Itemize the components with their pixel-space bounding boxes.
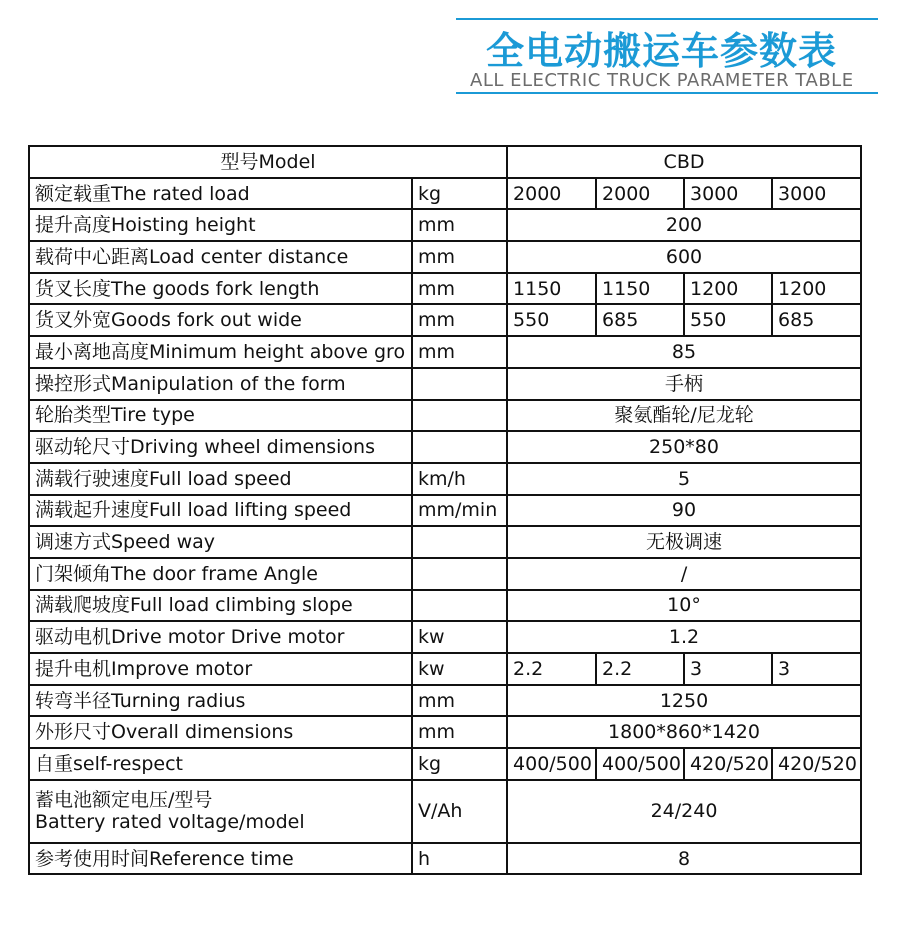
- row-value: 1800*860*1420: [507, 716, 861, 748]
- row-value: 85: [507, 336, 861, 368]
- row-unit: mm/min: [412, 495, 507, 527]
- row-label: 货叉长度The goods fork length: [29, 273, 412, 305]
- row-value: 90: [507, 495, 861, 527]
- table-row: [29, 273, 861, 305]
- page-subtitle: ALL ELECTRIC TRUCK PARAMETER TABLE: [470, 70, 854, 91]
- row-unit: mm: [412, 209, 507, 241]
- row-unit: mm: [412, 241, 507, 273]
- table-row-model: [29, 146, 861, 178]
- row-value: 3: [684, 653, 772, 685]
- row-value: 420/520: [772, 748, 861, 780]
- row-value: 420/520: [684, 748, 772, 780]
- row-value: 685: [772, 304, 861, 336]
- row-value: 400/500: [507, 748, 596, 780]
- row-value: 8: [507, 843, 861, 875]
- row-value: 无极调速: [507, 526, 861, 558]
- row-label: 参考使用时间Reference time: [29, 843, 412, 875]
- table-row: [29, 241, 861, 273]
- row-unit: [412, 558, 507, 590]
- table-row: [29, 336, 861, 368]
- row-label: 驱动轮尺寸Driving wheel dimensions: [29, 431, 412, 463]
- model-label: 型号Model: [29, 146, 507, 178]
- table-row: [29, 780, 861, 843]
- row-value: 聚氨酯轮/尼龙轮: [507, 400, 861, 432]
- row-value: 2000: [596, 178, 684, 210]
- row-label: 满载行驶速度Full load speed: [29, 463, 412, 495]
- row-value: 2.2: [507, 653, 596, 685]
- row-unit: kw: [412, 621, 507, 653]
- row-label: 提升高度Hoisting height: [29, 209, 412, 241]
- row-unit: V/Ah: [412, 780, 507, 843]
- row-label: 满载起升速度Full load lifting speed: [29, 495, 412, 527]
- row-value: 3: [772, 653, 861, 685]
- table-row: [29, 431, 861, 463]
- row-label: 调速方式Speed way: [29, 526, 412, 558]
- row-value: 3000: [684, 178, 772, 210]
- table-row: [29, 526, 861, 558]
- row-unit: kg: [412, 748, 507, 780]
- row-value: 1200: [772, 273, 861, 305]
- row-unit: [412, 590, 507, 622]
- table-row: [29, 209, 861, 241]
- row-label: 驱动电机Drive motor Drive motor: [29, 621, 412, 653]
- row-unit: mm: [412, 716, 507, 748]
- row-label-line-1: 蓄电池额定电压/型号: [35, 789, 213, 812]
- page-header: [456, 18, 878, 94]
- header-top-rule: [456, 18, 878, 20]
- table-row: [29, 400, 861, 432]
- row-value: 手柄: [507, 368, 861, 400]
- row-label: 外形尺寸Overall dimensions: [29, 716, 412, 748]
- row-label: 门架倾角The door frame Angle: [29, 558, 412, 590]
- table-row: [29, 495, 861, 527]
- page-title: 全电动搬运车参数表: [486, 29, 838, 73]
- row-label-line-2: Battery rated voltage/model: [35, 811, 305, 834]
- row-value: 1200: [684, 273, 772, 305]
- row-unit: [412, 400, 507, 432]
- row-label: 轮胎类型Tire type: [29, 400, 412, 432]
- row-value: 3000: [772, 178, 861, 210]
- row-value: 200: [507, 209, 861, 241]
- table-row: [29, 653, 861, 685]
- row-label: 载荷中心距离Load center distance: [29, 241, 412, 273]
- row-label: 满载爬坡度Full load climbing slope: [29, 590, 412, 622]
- row-unit: [412, 431, 507, 463]
- table-row: [29, 463, 861, 495]
- row-unit: [412, 368, 507, 400]
- row-value: 5: [507, 463, 861, 495]
- table-row: [29, 685, 861, 717]
- table-row: [29, 716, 861, 748]
- row-unit: mm: [412, 336, 507, 368]
- row-value: 24/240: [507, 780, 861, 843]
- row-unit: [412, 526, 507, 558]
- row-value: 600: [507, 241, 861, 273]
- row-label: [29, 780, 412, 843]
- row-value: 2.2: [596, 653, 684, 685]
- row-value: /: [507, 558, 861, 590]
- table-row: [29, 304, 861, 336]
- row-label: 操控形式Manipulation of the form: [29, 368, 412, 400]
- row-unit: h: [412, 843, 507, 875]
- row-value: 1.2: [507, 621, 861, 653]
- table-row: [29, 590, 861, 622]
- table-row: [29, 748, 861, 780]
- table-row: [29, 368, 861, 400]
- table-row: [29, 558, 861, 590]
- row-label: 货叉外宽Goods fork out wide: [29, 304, 412, 336]
- model-value: CBD: [507, 146, 861, 178]
- row-unit: kg: [412, 178, 507, 210]
- row-value: 1150: [596, 273, 684, 305]
- row-label: 自重self-respect: [29, 748, 412, 780]
- row-label: 最小离地高度Minimum height above gro: [29, 336, 412, 368]
- row-value: 550: [507, 304, 596, 336]
- table-row: [29, 843, 861, 875]
- row-value: 1250: [507, 685, 861, 717]
- row-unit: mm: [412, 685, 507, 717]
- row-value: 250*80: [507, 431, 861, 463]
- row-unit: kw: [412, 653, 507, 685]
- table-row: [29, 178, 861, 210]
- row-value: 550: [684, 304, 772, 336]
- row-label: 转弯半径Turning radius: [29, 685, 412, 717]
- row-unit: mm: [412, 304, 507, 336]
- row-label: 额定载重The rated load: [29, 178, 412, 210]
- row-unit: km/h: [412, 463, 507, 495]
- header-bottom-rule: [456, 92, 878, 94]
- row-value: 2000: [507, 178, 596, 210]
- row-value: 1150: [507, 273, 596, 305]
- row-label: 提升电机Improve motor: [29, 653, 412, 685]
- row-value: 10°: [507, 590, 861, 622]
- table-row: [29, 621, 861, 653]
- row-value: 685: [596, 304, 684, 336]
- parameter-table: [28, 145, 862, 875]
- row-unit: mm: [412, 273, 507, 305]
- row-value: 400/500: [596, 748, 684, 780]
